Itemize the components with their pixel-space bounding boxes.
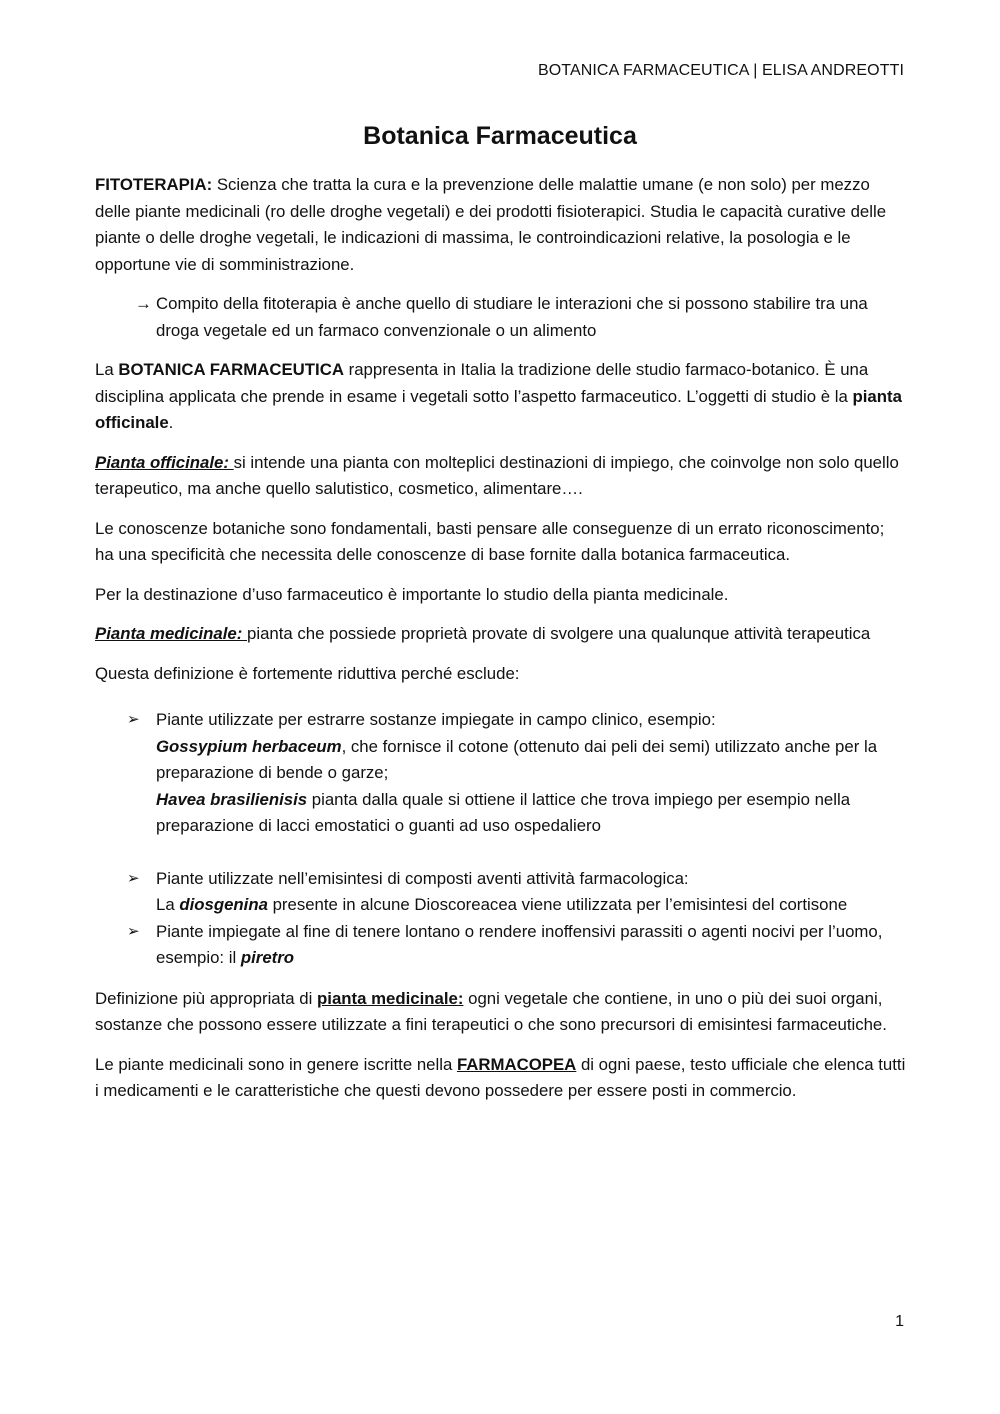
paragraph-pianta-medicinale bbox=[95, 621, 907, 648]
paragraph-farmacopea bbox=[95, 1052, 907, 1105]
definition-term: Pianta medicinale: bbox=[95, 624, 248, 643]
text-segment: Le piante medicinali sono in genere iscritte nella bbox=[95, 1054, 457, 1074]
term-farmacopea: FARMACOPEA bbox=[456, 1054, 577, 1074]
arrow-item-text: Compito della fitoterapia è anche quello di studiare le interazioni che si possono stabilire tra una droga vegetale ed un farmaco convenzionale o un alimento bbox=[156, 294, 868, 340]
paragraph-conoscenze: Le conoscenze botaniche sono fondamentali, basti pensare alle conseguenze di un errato riconoscimento; ha una specificità che necessita delle conoscenze di base fornite dalla botanica farmaceutica. bbox=[95, 518, 885, 564]
paragraph-pianta-officinale bbox=[95, 450, 907, 503]
definition-text: si intende una pianta con molteplici destinazioni di impiego, che coinvolge non solo quello terapeutico, ma anche quello salutistico, cosmetico, alimentare…. bbox=[95, 452, 899, 498]
paragraph-fitoterapia bbox=[95, 172, 907, 278]
text-segment: La bbox=[156, 895, 180, 914]
list-item-text bbox=[156, 707, 907, 840]
document-title: Botanica Farmaceutica bbox=[363, 122, 637, 150]
paragraph-definizione bbox=[95, 986, 907, 1039]
text-segment: . bbox=[168, 413, 174, 432]
definition-term: Pianta officinale: bbox=[95, 452, 234, 472]
definition-text: pianta che possiede proprietà provate di svolgere una qualunque attività terapeutica bbox=[247, 624, 871, 643]
arrowhead-bullet-icon: ➢ bbox=[127, 711, 140, 728]
compound-name: diosgenina bbox=[179, 895, 268, 914]
text-segment: Piante utilizzate nell’emisintesi di composti aventi attività farmacologica: bbox=[156, 868, 689, 888]
arrow-right-icon: → bbox=[135, 294, 152, 313]
exclusion-list bbox=[95, 707, 907, 972]
page-number: 1 bbox=[895, 1313, 904, 1330]
text-segment: pianta dalla quale si ottiene il lattice che trova impiego per esempio nella preparazione di lacci emostatici o guanti ad uso ospedaliero bbox=[156, 789, 851, 835]
text-segment: di ogni paese, testo ufficiale che elenca tutti i medicamenti e le caratteristiche che questi devono possedere per essere posti in commercio. bbox=[95, 1054, 906, 1100]
document-body bbox=[95, 172, 907, 1118]
arrow-list-item bbox=[135, 291, 907, 344]
term-botanica-farmaceutica: BOTANICA FARMACEUTICA bbox=[118, 360, 344, 379]
running-header: BOTANICA FARMACEUTICA | ELISA ANDREOTTI bbox=[537, 62, 904, 79]
compound-name: piretro bbox=[240, 948, 295, 967]
paragraph-botanica bbox=[95, 357, 907, 437]
text-segment: Definizione più appropriata di bbox=[95, 988, 318, 1008]
list-item bbox=[127, 919, 907, 972]
paragraph-text: Scienza che tratta la cura e la prevenzione delle malattie umane (e non solo) per mezzo delle piante medicinali (ro delle droghe vegetali) e dei prodotti fisioterapici. Studia le capacità curative delle piante o delle droghe vegetali, le indicazioni di massima, le controindicazioni relative, la posologia e le opportune vie di somministrazione. bbox=[95, 175, 887, 274]
term-pianta-officinale: pianta officinale bbox=[95, 386, 902, 432]
text-segment: Piante impiegate al fine di tenere lontano o rendere inoffensivi parassiti o agenti nocivi per l’uomo, esempio: il bbox=[156, 921, 883, 967]
list-item bbox=[127, 866, 907, 919]
arrowhead-bullet-icon: ➢ bbox=[127, 869, 140, 887]
term-fitoterapia: FITOTERAPIA: bbox=[95, 175, 213, 194]
arrowhead-bullet-icon: ➢ bbox=[127, 922, 140, 940]
species-name: Havea brasilienisis bbox=[156, 789, 308, 809]
text-segment: presente in alcune Dioscoreacea viene utilizzata per l’emisintesi del cortisone bbox=[267, 895, 848, 914]
text-segment: ogni vegetale che contiene, in uno o più dei suoi organi, sostanze che possono essere utilizzate a fini terapeutici o che sono precursori di emisintesi farmaceutiche. bbox=[95, 988, 887, 1034]
term-pianta-medicinale: pianta medicinale: bbox=[317, 988, 464, 1008]
text-segment: rappresenta in Italia la tradizione delle studio farmaco-botanico. È una disciplina applicata che prende in esame i vegetali sotto l’aspetto farmaceutico. L’oggetti di studio è la bbox=[95, 360, 869, 406]
paragraph-destinazione: Per la destinazione d’uso farmaceutico è importante lo studio della pianta medicinale. bbox=[95, 584, 729, 604]
text-segment: , che fornisce il cotone (ottenuto dai peli dei semi) utilizzato anche per la preparazione di bende o garze; bbox=[156, 736, 878, 782]
text-segment: La bbox=[95, 360, 119, 379]
species-name: Gossypium herbaceum bbox=[156, 736, 342, 756]
list-item bbox=[127, 707, 907, 840]
list-item-text bbox=[156, 866, 907, 919]
list-item-text bbox=[156, 919, 907, 972]
text-segment: Piante utilizzate per estrarre sostanze impiegate in campo clinico, esempio: bbox=[156, 710, 716, 729]
paragraph-esclude: Questa definizione è fortemente riduttiva perché esclude: bbox=[95, 663, 520, 683]
